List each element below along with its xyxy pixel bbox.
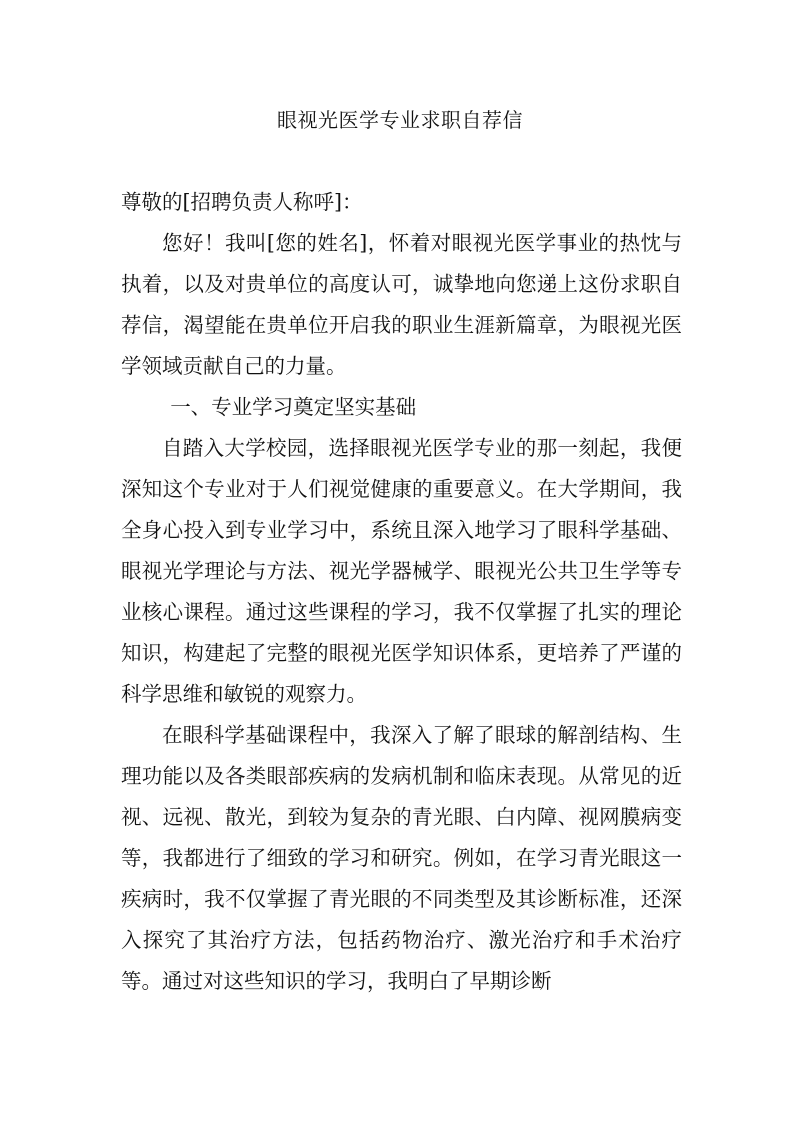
section-heading: 一、专业学习奠定坚实基础 (170, 395, 417, 419)
paragraph-ophthalmology-basics: 在眼科学基础课程中，我深入了解了眼球的解剖结构、生理功能以及各类眼部疾病的发病机制和临床表现。从常见的近视、远视、散光，到较为复杂的青光眼、白内障、视网膜病变等，我都进行了细致的学习和研究。例如，在学习青光眼这一疾病时，我不仅掌握了青光眼的不同类型及其诊断标准，还深入探究了其治疗方法，包括药物治疗、激光治疗和手术治疗等。通过对这些知识的学习，我明白了早期诊断 (121, 723, 682, 993)
paragraph-study-overview: 自踏入大学校园，选择眼视光医学专业的那一刻起，我便深知这个专业对于人们视觉健康的重要意义。在大学期间，我全身心投入到专业学习中，系统且深入地学习了眼科学基础、眼视光学理论与方法、视光学器械学、眼视光公共卫生学等专业核心课程。通过这些课程的学习，我不仅掌握了扎实的理论知识，构建起了完整的眼视光医学知识体系，更培养了严谨的科学思维和敏锐的观察力。 (121, 436, 682, 706)
document-body (121, 182, 682, 1002)
salutation: 尊敬的[招聘负责人称呼]： (121, 190, 363, 214)
paragraph-greeting: 您好！我叫[您的姓名]，怀着对眼视光医学事业的热忱与执着，以及对贵单位的高度认可，诚挚地向您递上这份求职自荐信，渴望能在贵单位开启我的职业生涯新篇章，为眼视光医学领域贡献自己的力量。 (121, 231, 682, 378)
document-title: 眼视光医学专业求职自荐信 (277, 108, 523, 132)
